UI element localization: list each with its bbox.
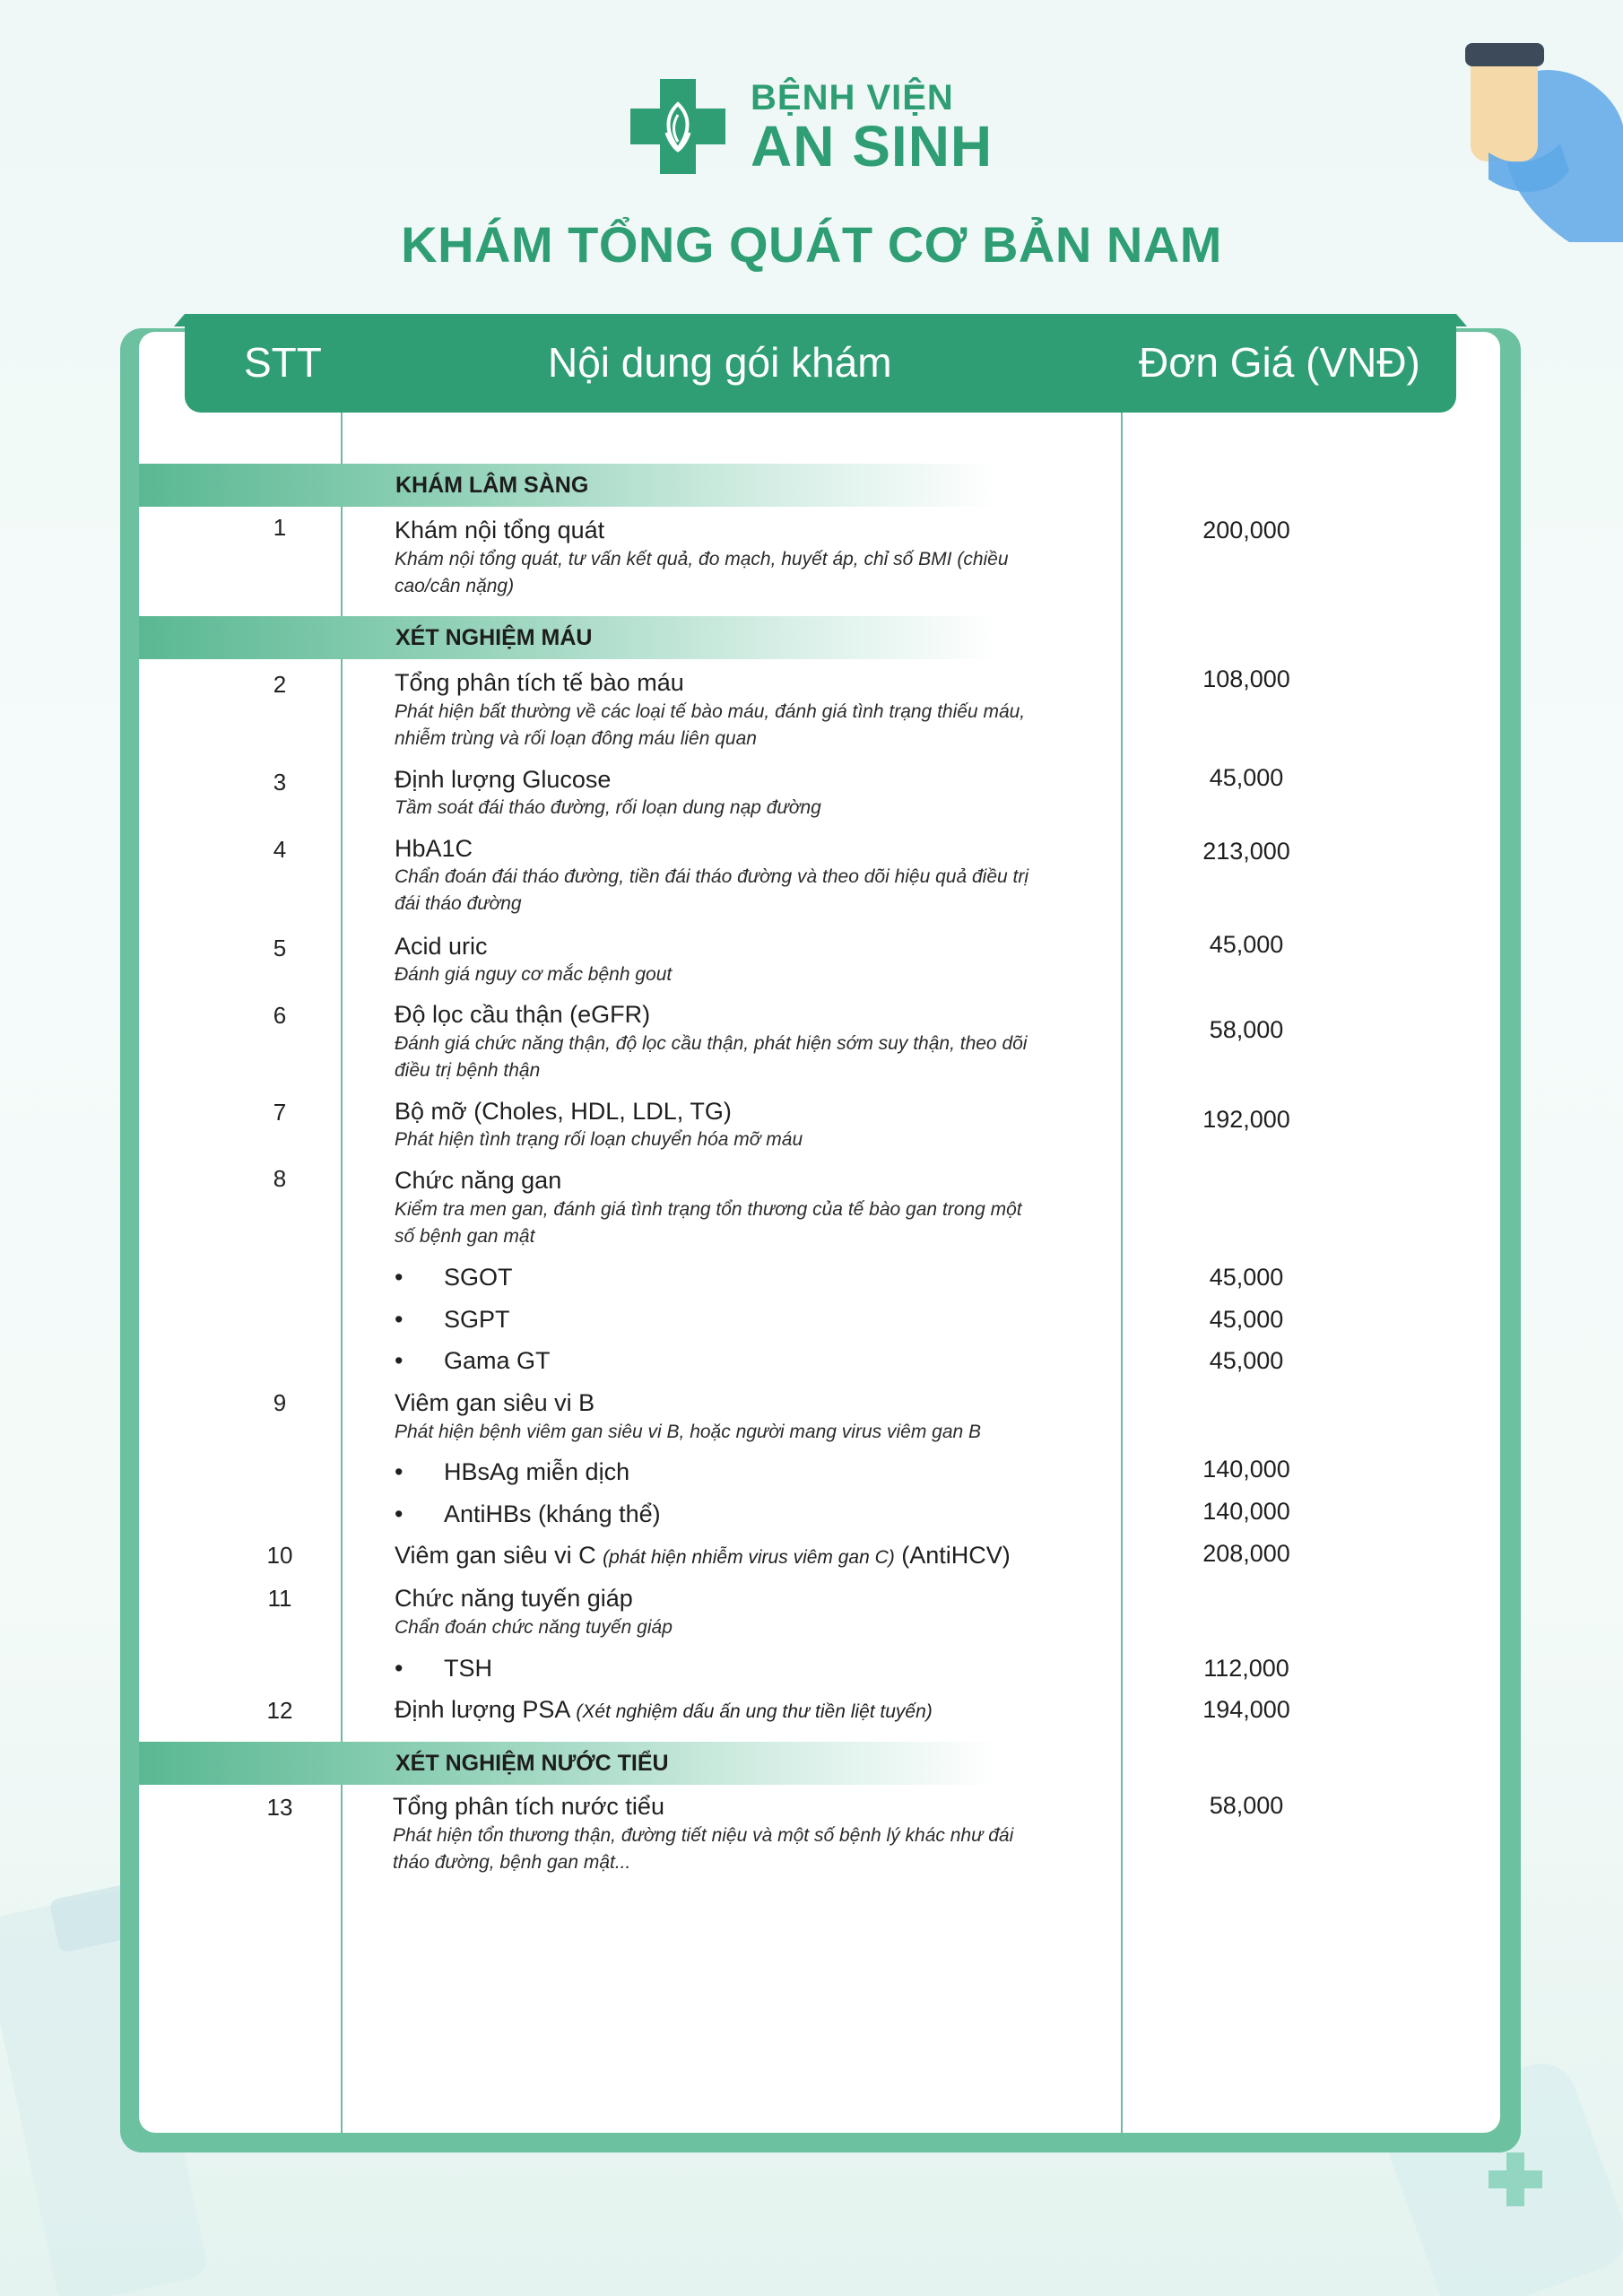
item-name: Định lượng Glucose xyxy=(395,766,612,793)
item-number: 5 xyxy=(273,935,287,961)
item-price: 208,000 xyxy=(1202,1540,1290,1567)
bullet: • xyxy=(395,1264,404,1291)
glove-vial-illustration xyxy=(1435,18,1623,242)
item-number: 12 xyxy=(266,1697,293,1724)
item-price: 192,000 xyxy=(1202,1106,1290,1133)
item-name: Khám nội tổng quát xyxy=(395,517,605,544)
item-number: 10 xyxy=(266,1542,293,1569)
item-price: 194,000 xyxy=(1202,1696,1290,1723)
sub-item-price: 45,000 xyxy=(1209,1264,1284,1291)
medical-cross-icon xyxy=(630,79,725,174)
item-name: Chức năng tuyến giáp xyxy=(395,1585,633,1612)
item-name: Độ lọc cầu thận (eGFR) xyxy=(395,1001,651,1028)
item-name: Acid uric xyxy=(395,933,488,960)
section-header xyxy=(139,464,1000,507)
item-description: điều trị bệnh thận xyxy=(395,1060,541,1081)
column-divider xyxy=(341,413,343,2133)
item-description: tháo đường, bệnh gan mật... xyxy=(393,1852,631,1873)
item-number: 13 xyxy=(266,1794,293,1821)
item-number: 4 xyxy=(273,836,287,863)
item-number: 3 xyxy=(273,769,287,796)
bullet: • xyxy=(395,1347,404,1374)
sub-item-price: 45,000 xyxy=(1209,1347,1284,1374)
item-description: nhiễm trùng và rối loạn đông máu liên quan xyxy=(395,728,757,749)
item-description: đái tháo đường xyxy=(395,893,522,914)
item-description: Kiểm tra men gan, đánh giá tình trạng tổn thương của tế bào gan trong một xyxy=(395,1199,1022,1220)
item-price: 213,000 xyxy=(1202,838,1290,865)
sub-item-price: 45,000 xyxy=(1209,1306,1284,1333)
section-title: XÉT NGHIỆM NƯỚC TIỂU xyxy=(395,1751,669,1776)
item-note: (phát hiện nhiễm virus viêm gan C) xyxy=(603,1547,895,1568)
item-price: 108,000 xyxy=(1202,665,1290,692)
sub-item-name: Gama GT xyxy=(444,1347,551,1374)
sub-item-name: HBsAg miễn dịch xyxy=(444,1458,630,1485)
header-price: Đơn Giá (VNĐ) xyxy=(1139,339,1420,386)
sub-item-name: SGOT xyxy=(444,1264,513,1291)
section-title: KHÁM LÂM SÀNG xyxy=(395,473,589,498)
header-stt: STT xyxy=(244,339,322,386)
item-name: Định lượng PSA (Xét nghiệm dấu ấn ung thư tiền liệt tuyến) xyxy=(395,1696,933,1723)
item-number: 2 xyxy=(273,671,287,698)
item-description: Đánh giá nguy cơ mắc bệnh gout xyxy=(395,964,673,985)
item-name: Viêm gan siêu vi C (phát hiện nhiễm virus viêm gan C) (AntiHCV) xyxy=(395,1542,1011,1569)
item-name: Tổng phân tích nước tiểu xyxy=(393,1793,664,1820)
item-description: Tầm soát đái tháo đường, rối loạn dung nạp đường xyxy=(395,797,821,818)
item-name: Viêm gan siêu vi B xyxy=(395,1389,595,1416)
item-price: 45,000 xyxy=(1209,764,1284,791)
bullet: • xyxy=(395,1306,404,1333)
hospital-logo xyxy=(630,78,994,178)
item-description: Phát hiện tổn thương thận, đường tiết niệu và một số bệnh lý khác như đái xyxy=(393,1825,1014,1846)
sub-item-price: 112,000 xyxy=(1203,1655,1289,1682)
item-description: cao/cân nặng) xyxy=(395,576,515,596)
bullet: • xyxy=(395,1458,404,1485)
item-price: 200,000 xyxy=(1202,517,1290,544)
section-header xyxy=(139,616,1000,659)
section-title: XÉT NGHIỆM MÁU xyxy=(395,625,593,650)
item-description: Chẩn đoán đái tháo đường, tiền đái tháo đường và theo dõi hiệu quả điều trị xyxy=(395,866,1029,887)
item-name: Tổng phân tích tế bào máu xyxy=(395,669,684,696)
sub-item-price: 140,000 xyxy=(1202,1498,1290,1525)
item-number: 1 xyxy=(273,514,287,541)
sub-item-name: AntiHBs (kháng thể) xyxy=(444,1500,661,1527)
section-header xyxy=(139,1742,1000,1785)
item-description: Phát hiện tình trạng rối loạn chuyển hóa mỡ máu xyxy=(395,1129,803,1150)
item-description: Khám nội tổng quát, tư vấn kết quả, đo mạch, huyết áp, chỉ số BMI (chiều xyxy=(395,549,1009,570)
sub-item-price: 140,000 xyxy=(1202,1456,1290,1483)
item-number: 9 xyxy=(273,1389,287,1416)
item-number: 8 xyxy=(273,1165,287,1192)
bullet: • xyxy=(395,1655,404,1682)
item-description: Chẩn đoán chức năng tuyến giáp xyxy=(395,1617,673,1638)
header-content: Nội dung gói khám xyxy=(548,339,892,386)
item-price: 58,000 xyxy=(1209,1792,1284,1819)
item-number: 11 xyxy=(267,1585,292,1612)
item-description: số bệnh gan mật xyxy=(395,1226,535,1247)
table-header xyxy=(185,314,1456,413)
item-price: 58,000 xyxy=(1209,1016,1284,1043)
item-name: HbA1C xyxy=(395,835,473,862)
sub-item-name: SGPT xyxy=(444,1306,510,1333)
item-price: 45,000 xyxy=(1209,931,1284,958)
column-divider xyxy=(1121,413,1123,2133)
logo-line2: AN SINH xyxy=(751,114,994,178)
sub-item-name: TSH xyxy=(444,1655,492,1682)
item-description: Phát hiện bất thường về các loại tế bào máu, đánh giá tình trạng thiếu máu, xyxy=(395,701,1026,722)
page-title: KHÁM TỔNG QUÁT CƠ BẢN NAM xyxy=(401,216,1222,273)
bullet: • xyxy=(395,1500,404,1527)
item-description: Đánh giá chức năng thận, độ lọc cầu thận, phát hiện sớm suy thận, theo dõi xyxy=(395,1033,1028,1054)
item-name: Chức năng gan xyxy=(395,1167,562,1194)
logo-line1: BỆNH VIỆN xyxy=(751,78,954,117)
item-description: Phát hiện bệnh viêm gan siêu vi B, hoặc người mang virus viêm gan B xyxy=(395,1422,982,1442)
item-note: (Xét nghiệm dấu ấn ung thư tiền liệt tuyến) xyxy=(576,1701,933,1722)
item-number: 7 xyxy=(273,1099,287,1126)
item-number: 6 xyxy=(273,1002,287,1029)
item-name: Bộ mỡ (Choles, HDL, LDL, TG) xyxy=(395,1098,732,1125)
